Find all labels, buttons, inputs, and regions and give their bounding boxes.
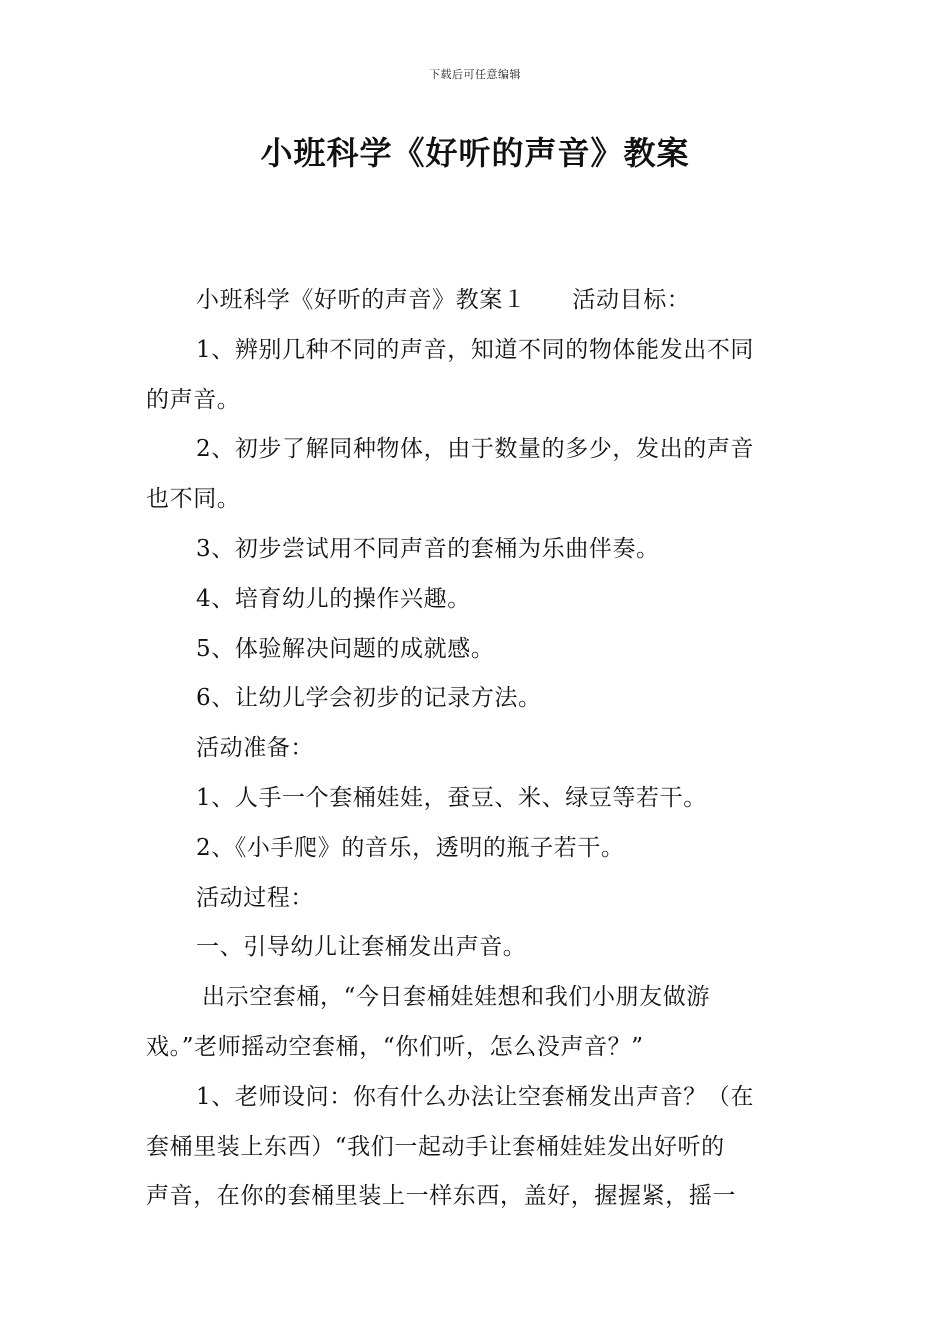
intro-heading: 小班科学《好听的声音》教案１ xyxy=(196,287,527,313)
paragraph-line: 戏。”老师摇动空套桶，“你们听，怎么没声音？” xyxy=(146,1033,644,1060)
paragraph-line: 一、引导幼儿让套桶发出声音。 xyxy=(196,934,527,961)
paragraph-line: 的声音。 xyxy=(146,386,241,413)
paragraph-line: 6、让幼儿学会初步的记录方法。 xyxy=(196,685,542,712)
paragraph-line: 声音，在你的套桶里装上一样东西，盖好，握握紧，摇一 xyxy=(146,1183,736,1210)
paragraph-line: 3、初步尝试用不同声音的套桶为乐曲伴奏。 xyxy=(196,535,660,562)
paragraph-line: 1、辨别几种不同的声音，知道不同的物体能发出不同 xyxy=(196,336,755,363)
section-heading-goals: 活动目标： xyxy=(572,287,691,313)
section-heading-preparation: 活动准备： xyxy=(196,735,314,762)
paragraph-line: 2、《小手爬》的音乐，透明的瓶子若干。 xyxy=(196,834,625,861)
paragraph-line: 4、培育幼儿的操作兴趣。 xyxy=(196,585,471,612)
intro-line xyxy=(146,276,811,326)
paragraph-line: 套桶里装上东西）“我们一起动手让套桶娃娃发出好听的 xyxy=(146,1133,725,1160)
document-body xyxy=(146,276,811,1222)
paragraph-line: 5、体验解决问题的成就感。 xyxy=(196,635,495,662)
section-heading-process: 活动过程： xyxy=(196,884,314,911)
paragraph-line: 出示空套桶，“今日套桶娃娃想和我们小朋友做游 xyxy=(202,984,710,1011)
paragraph-line: 也不同。 xyxy=(146,486,241,513)
paragraph-line: 1、老师设问：你有什么办法让空套桶发出声音？（在 xyxy=(196,1083,755,1110)
paragraph-line: 2、初步了解同种物体，由于数量的多少，发出的声音 xyxy=(196,436,755,463)
paragraph-line: 1、人手一个套桶娃娃，蚕豆、米、绿豆等若干。 xyxy=(196,784,707,811)
header-note: 下载后可任意编辑 xyxy=(429,68,521,81)
document-title: 小班科学《好听的声音》教案 xyxy=(260,134,690,172)
